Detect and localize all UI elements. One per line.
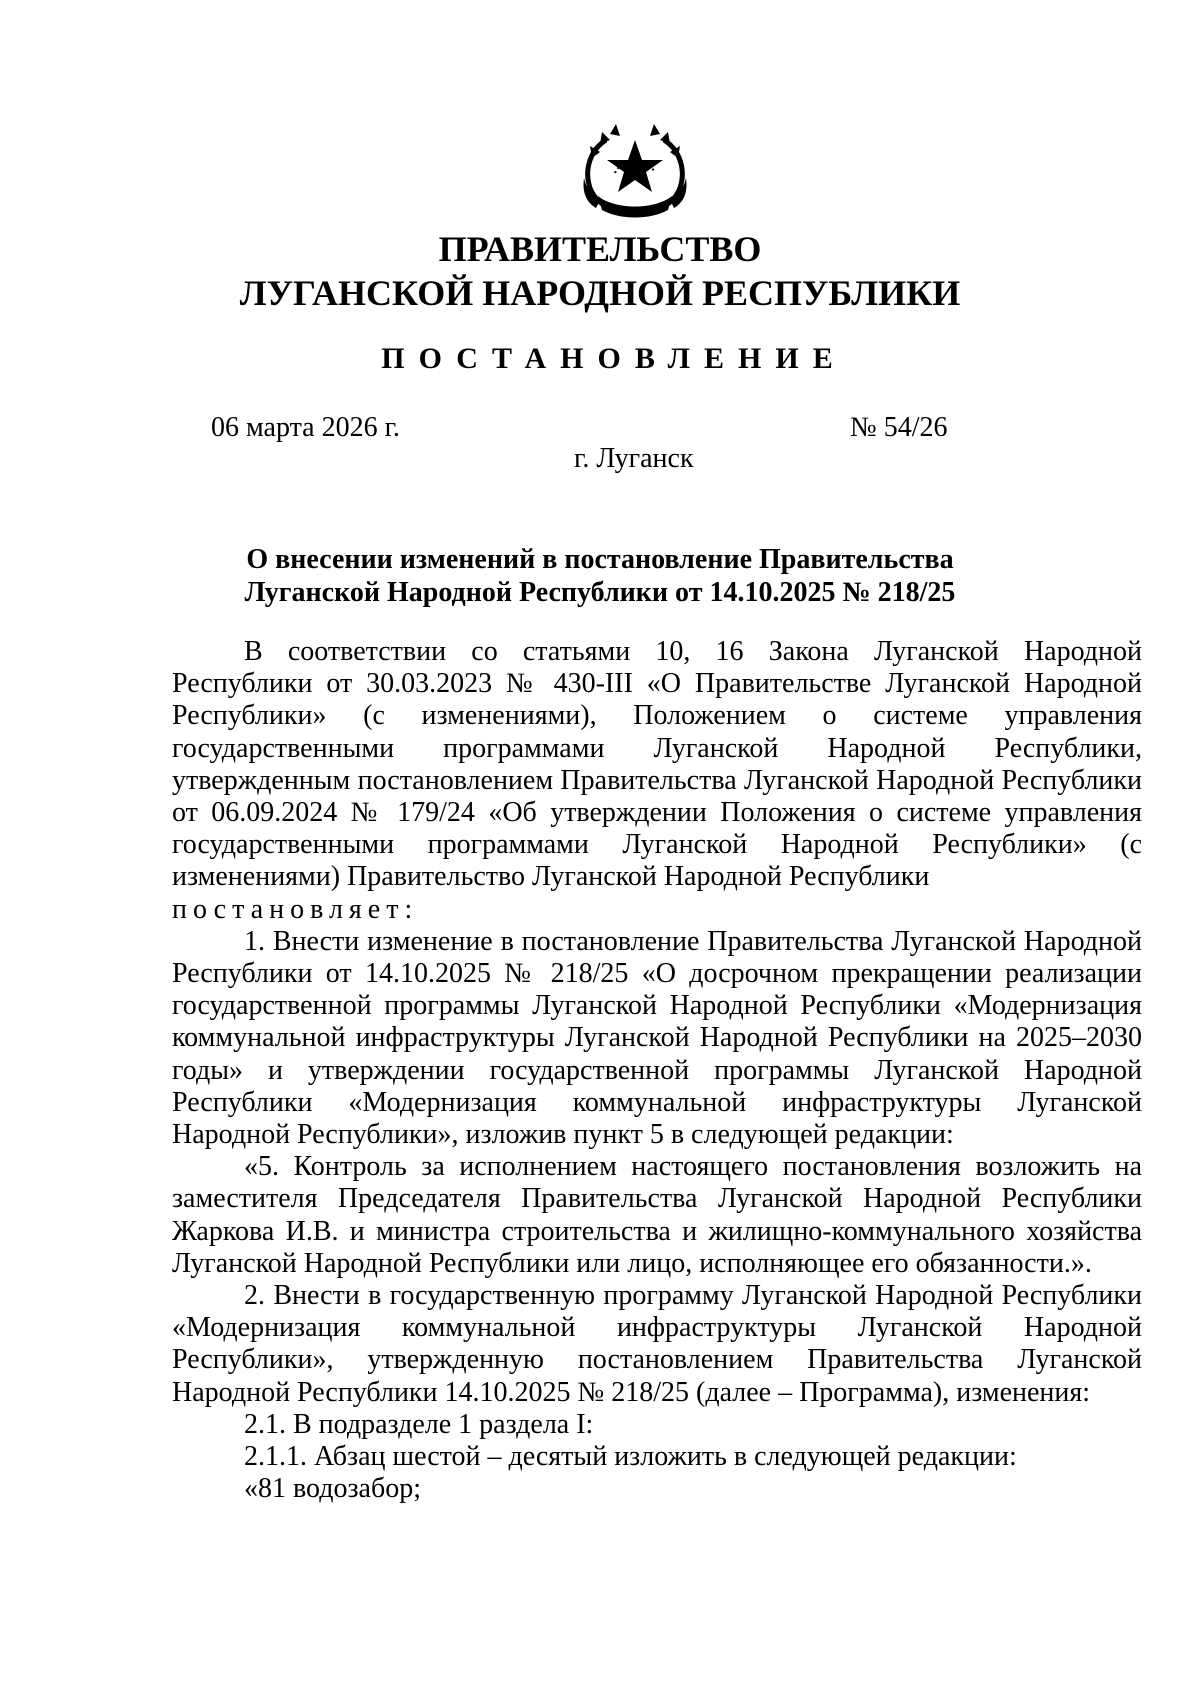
document-city: г. Луганск xyxy=(574,443,694,474)
document-date: 06 марта 2026 г. xyxy=(211,412,400,443)
item-1-paragraph: 1. Внести изменение в постановление Правительства Луганской Народной Республики от 14.10.2025 № 218/25 «О досрочном прекращении реализации государственной программы Луганской Народной Республики «Модернизация коммунальной инфраструктуры Луганской Народной Республики на 2025–2030 годы» и утверждении государственной программы Луганской Народной Республики «Модернизация коммунальной инфраструктуры Луганской Народной Республики», изложив пункт 5 в следующей редакции: xyxy=(172,925,1142,1151)
quote-start-paragraph: «81 водозабор; xyxy=(244,1473,421,1505)
document-number: № 54/26 xyxy=(850,412,948,443)
preamble-paragraph: В соответствии со статьями 10, 16 Закона Луганской Народной Республики от 30.03.2023 № 430-III «О Правительстве Луганской Народной Республики» (с изменениями), Положением о системе управления государственными программами Луганской Народной Республики, утвержденным постановлением Правительства Луганской Народной Республики от 06.09.2024 № 179/24 «Об утверждении Положения о системе управления государственными программами Луганской Народной Республики» (с изменениями) Правительство Луганской Народной Республики xyxy=(172,636,1142,893)
subject-line2: Луганской Народной Республики от 14.10.2025 № 218/25 xyxy=(244,577,956,608)
item-2-paragraph: 2. Внести в государственную программу Луганской Народной Республики «Модернизация коммунальной инфраструктуры Луганской Народной Республики», утвержденную постановлением Правительства Луганской Народной Республики 14.10.2025 № 218/25 (далее – Программа), изменения: xyxy=(172,1280,1142,1408)
doc-type-heading: ПОСТАНОВЛЕНИЕ xyxy=(381,342,847,375)
coat-of-arms-emblem xyxy=(570,118,700,220)
org-title-line1: ПРАВИТЕЛЬСТВО xyxy=(438,229,762,269)
item-1-quote-paragraph: «5. Контроль за исполнением настоящего постановления возложить на заместителя Председателя Правительства Луганской Народной Республики Жаркова И.В. и министра строительства и жилищно-коммунального хозяйства Луганской Народной Республики или лицо, исполняющее его обязанности.». xyxy=(172,1151,1142,1279)
subject-line1: О внесении изменений в постановление Правительства xyxy=(246,544,954,575)
decree-word: постановляет: xyxy=(172,893,419,925)
org-title-line2: ЛУГАНСКОЙ НАРОДНОЙ РЕСПУБЛИКИ xyxy=(239,273,961,313)
item-2-1-paragraph: 2.1. В подразделе 1 раздела I: xyxy=(244,1408,594,1440)
item-2-1-1-paragraph: 2.1.1. Абзац шестой – десятый изложить в следующей редакции: xyxy=(244,1441,1017,1473)
document-body xyxy=(172,636,1142,1505)
